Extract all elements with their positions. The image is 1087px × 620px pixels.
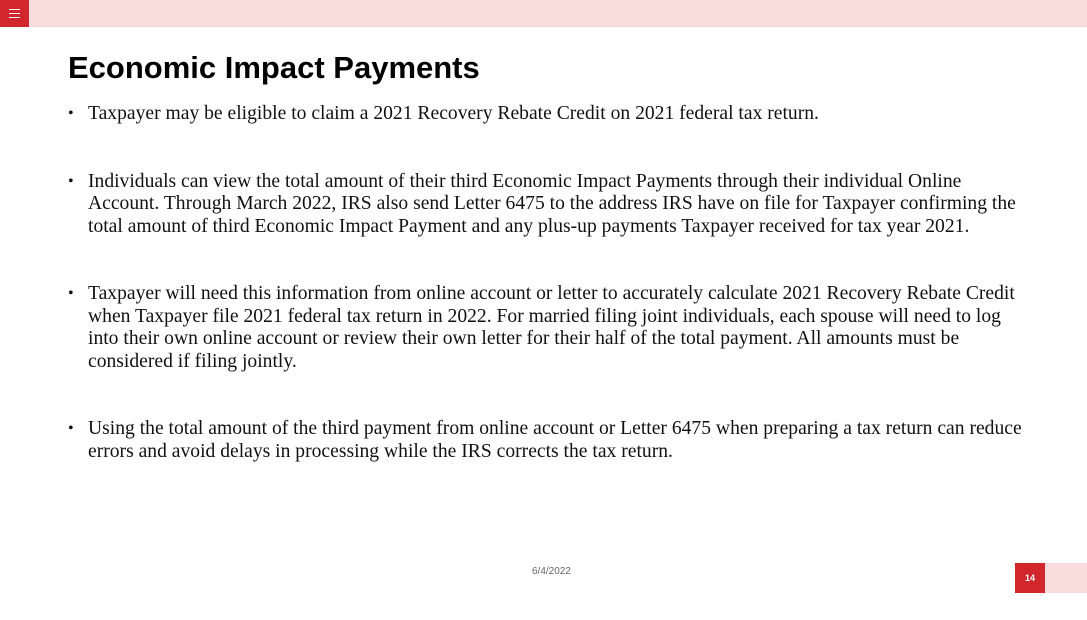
menu-button[interactable] xyxy=(0,0,29,27)
bullet-item xyxy=(68,171,1034,239)
top-bar xyxy=(0,0,1087,27)
footer-date: 6/4/2022 xyxy=(532,566,571,577)
page-number: 14 xyxy=(1015,563,1045,593)
slide-title: Economic Impact Payments xyxy=(68,50,480,85)
hamburger-menu-icon xyxy=(9,9,20,18)
bullet-dot: • xyxy=(68,105,74,122)
bullet-text: Taxpayer may be eligible to claim a 2021 Recovery Rebate Credit on 2021 federal tax return. xyxy=(88,103,819,124)
bullet-text: Using the total amount of the third payment from online account or Letter 6475 when preparing a tax return can reduce errors and avoid delays in processing while the IRS corrects the tax return. xyxy=(88,418,1022,462)
bullet-text: Individuals can view the total amount of their third Economic Impact Payments through their individual Online Account. Through March 2022, IRS also send Letter 6475 to the address IRS have on file for Taxpayer confirming the total amount of third Economic Impact Payment and any plus-up payments Taxpayer received for tax year 2021. xyxy=(88,170,1016,237)
bullet-item xyxy=(68,283,1034,373)
bullet-dot: • xyxy=(68,420,74,437)
bullet-dot: • xyxy=(68,172,74,190)
bullet-dot: • xyxy=(68,285,74,302)
bullet-item xyxy=(68,418,1034,463)
bullet-text: Taxpayer will need this information from online account or letter to accurately calculate 2021 Recovery Rebate Credit when Taxpayer file 2021 federal tax return in 2022. For married filing joint individuals, each spouse will need to log into their own online account or review their own letter for their half of the total payment. All amounts must be considered if filing jointly. xyxy=(88,283,1015,372)
bullet-item xyxy=(68,103,1034,126)
bullet-list xyxy=(68,103,1034,508)
